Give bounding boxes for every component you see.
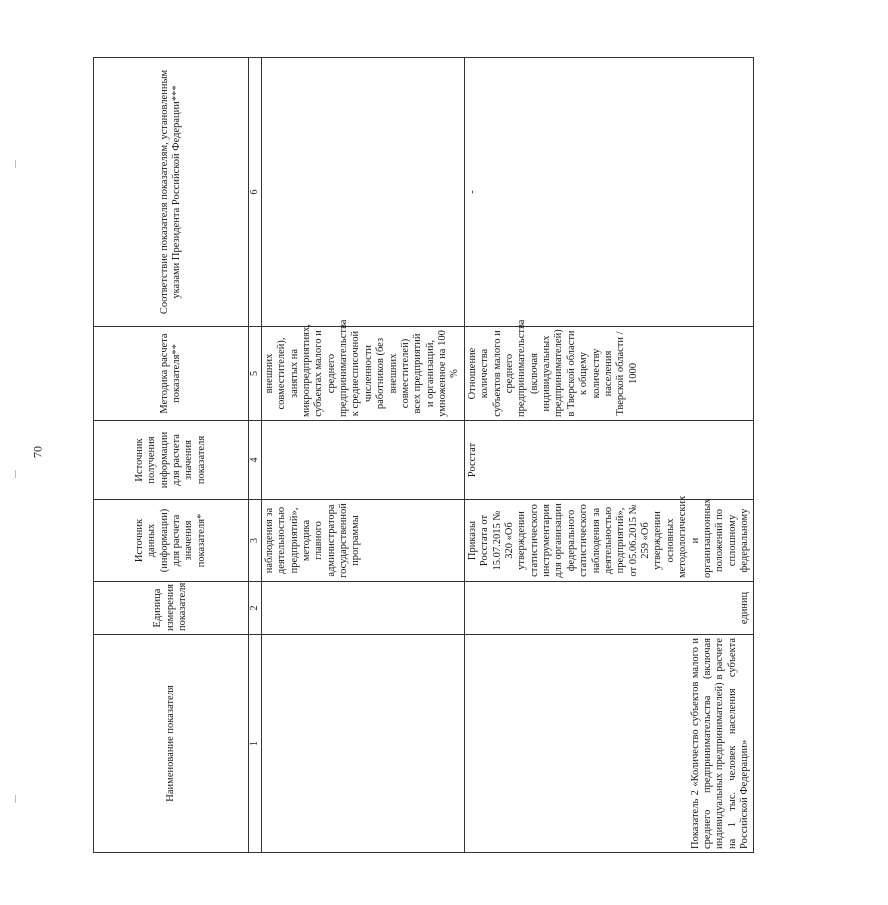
unit-cell [261,582,464,635]
table-row [464,58,754,853]
header-indicator-name: Наименование показателя [94,635,249,853]
info-source-cell [261,421,464,500]
compliance-cell [261,58,464,327]
header-method: Методика расчета показателя** [94,327,249,421]
margin-mark [15,795,16,803]
column-number: 1 [249,635,262,853]
header-data-source: Источник данных (информации) для расчета значения показателя* [94,500,249,582]
method-cell: Отношение количества субъектов малого и среднего предпринимательства (включая индивидуальных предпринимателей) в Тверской области к общему количеству населения Тверской области / 1000 [464,327,754,421]
column-number: 2 [249,582,262,635]
page-number: 70 [30,446,45,458]
info-source-cell: Росстат [464,421,754,500]
column-number: 4 [249,421,262,500]
column-number: 5 [249,327,262,421]
header-info-source: Источник получения информации для расчета значения показателя [94,421,249,500]
rotated-table-wrapper [93,69,888,853]
compliance-cell: - [464,58,754,327]
margin-mark [15,160,16,168]
table-row [261,58,464,853]
method-cell: внешних совместителей), занятых на микропредприятиях, субъектах малого и среднего предпринимательства к среднесписочной численности работников (без внешних совместителей) всех предприятий и организаций, умноженное на 100 % [261,327,464,421]
indicators-table [93,57,754,853]
table-header-row [94,58,249,853]
data-source-cell: наблюдения за деятельностью предприятий», методика главного администратора государственной программы [261,500,464,582]
unit-cell: единиц [464,582,754,635]
indicator-name-cell [261,635,464,853]
indicator-name-cell: Показатель 2 «Количество субъектов малого и среднего предпринимательства (включая индивидуальных предпринимателей) в расчете на 1 тыс. человек населения субъекта Российской Федерации» [464,635,754,853]
margin-mark [15,470,16,478]
column-number-row [249,58,262,853]
header-unit: Единица измерения показателя [94,582,249,635]
column-number: 3 [249,500,262,582]
header-compliance: Соответствие показателя показателям, установленным указами Президента Российской Федерации*** [94,58,249,327]
column-number: 6 [249,58,262,327]
data-source-cell: Приказы Росстата от 15.07.2015 № 320 «Об утверждении статистического инструментария для организации федерального статистического наблюдения за деятельностью предприятий», от 05.06.2015 № 259 «Об утверждении основных методологических и организационных положений по сплошному федеральному [464,500,754,582]
